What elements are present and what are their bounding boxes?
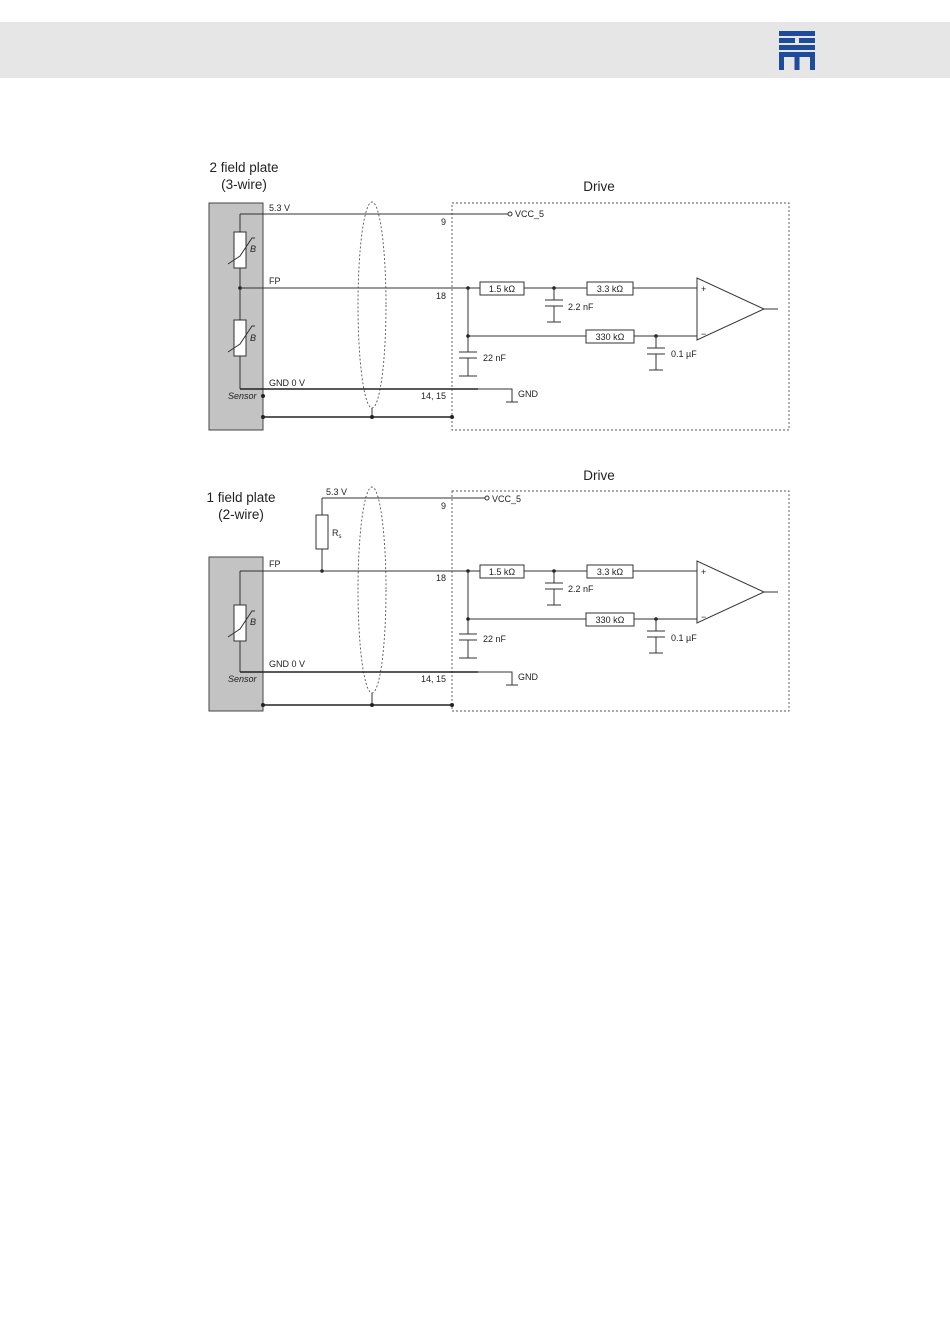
diagram2-drive-box xyxy=(452,491,789,711)
diagram1-gnd-out-label: GND xyxy=(518,389,538,399)
diagram1-gnd-label: GND 0 V xyxy=(269,378,306,388)
svg-text:+: + xyxy=(701,567,707,577)
diagram2-rs-resistor xyxy=(316,515,328,549)
svg-text:B: B xyxy=(250,333,257,343)
diagram1-pin-vcc: 9 xyxy=(440,217,446,227)
diagram2-c3-label: 0.1 µF xyxy=(671,633,697,643)
diagram2-opamp xyxy=(697,561,778,623)
diagram1-drive-label: Drive xyxy=(583,179,615,194)
diagram1-title-line2: (3-wire) xyxy=(221,177,267,192)
diagram2-title-line2: (2-wire) xyxy=(218,507,264,522)
diagram2-pin-vcc: 9 xyxy=(440,501,446,511)
diagram1-cable-shield xyxy=(358,202,386,408)
diagram2-c2-label: 22 nF xyxy=(483,634,507,644)
diagram2-gnd-label: GND 0 V xyxy=(269,659,306,669)
diagram1-c3-label: 0.1 µF xyxy=(671,349,697,359)
diagram2-fp-label: FP xyxy=(269,559,281,569)
svg-text:−: − xyxy=(701,329,707,339)
diagram2-vcc-label: VCC_5 xyxy=(492,494,522,504)
svg-text:−: − xyxy=(701,612,707,622)
diagram2-drive-label: Drive xyxy=(583,468,615,483)
diagram2-gnd-out-label: GND xyxy=(518,672,538,682)
svg-text:B: B xyxy=(250,244,257,254)
svg-text:330 kΩ: 330 kΩ xyxy=(595,332,625,342)
diagram2-pin-gnd: 14, 15 xyxy=(420,674,446,684)
svg-text:1.5 kΩ: 1.5 kΩ xyxy=(488,284,516,294)
diagram1-sensor-label: Sensor xyxy=(228,391,257,401)
svg-text:3.3 kΩ: 3.3 kΩ xyxy=(596,284,624,294)
svg-text:1.5 kΩ: 1.5 kΩ xyxy=(488,567,516,577)
diagram1-opamp xyxy=(697,278,778,340)
diagram1-vcc-label: VCC_5 xyxy=(515,209,545,219)
diagram2-rs-label: $R_s$ xyxy=(332,528,342,540)
diagram1-c2-label: 22 nF xyxy=(483,353,507,363)
svg-text:+: + xyxy=(701,284,707,294)
diagram1-title-line1: 2 field plate xyxy=(209,160,279,175)
diagram1-c1-label: 2.2 nF xyxy=(568,302,594,312)
svg-text:330 kΩ: 330 kΩ xyxy=(595,615,625,625)
diagram2-title-line1: 1 field plate xyxy=(206,490,276,505)
svg-text:B: B xyxy=(250,617,257,627)
diagram1-pin-gnd: 14, 15 xyxy=(420,391,446,401)
diagram2-sensor-label: Sensor xyxy=(228,674,257,684)
diagram1-drive-box xyxy=(452,203,789,430)
diagram2-pin-fp: 18 xyxy=(435,573,446,583)
diagram1-fp-label: FP xyxy=(269,276,281,286)
diagram1-supply-label: 5.3 V xyxy=(269,203,291,213)
diagram1-pin-fp: 18 xyxy=(435,291,446,301)
diagram-1-field-plate xyxy=(206,468,789,711)
diagram-2-field-plate xyxy=(209,160,789,430)
diagram2-c1-label: 2.2 nF xyxy=(568,584,594,594)
diagram2-supply-label: 5.3 V xyxy=(326,487,348,497)
diagram2-cable-shield xyxy=(358,487,386,693)
svg-text:3.3 kΩ: 3.3 kΩ xyxy=(596,567,624,577)
